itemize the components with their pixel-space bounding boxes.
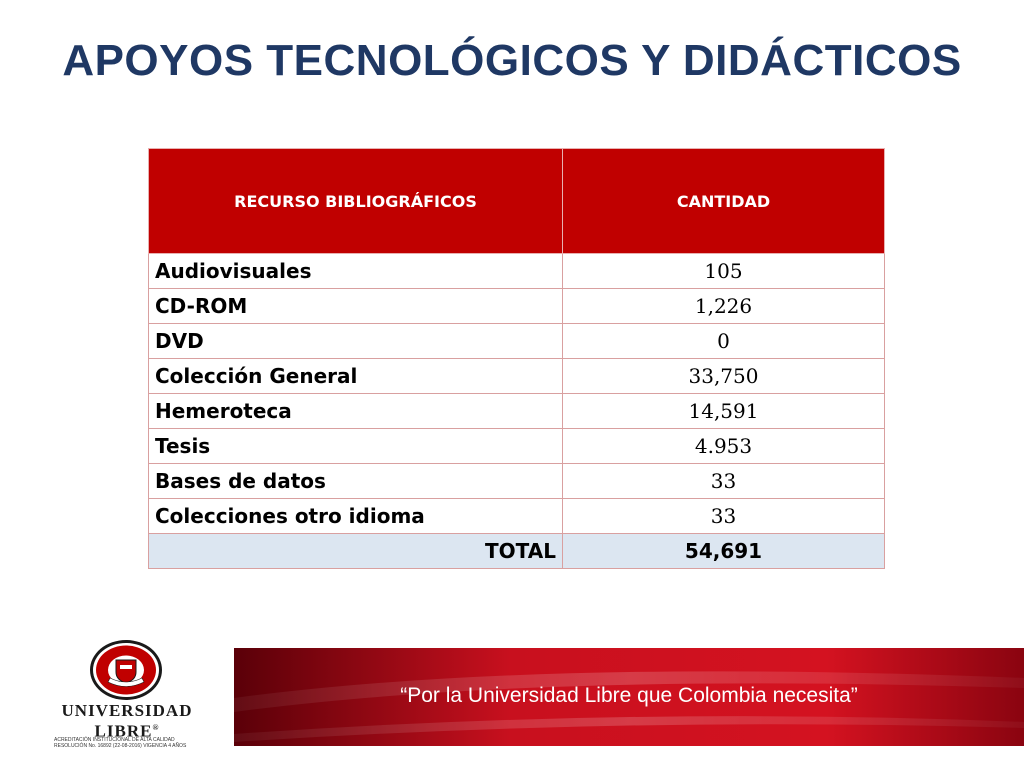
footer-banner	[234, 648, 1024, 746]
row-quantity: 4.953	[563, 429, 885, 464]
university-logo	[52, 638, 202, 750]
logo-fine-line2: RESOLUCIÓN No. 16892 (22-08-2016) VIGENCIA 4 AÑOS	[54, 743, 187, 749]
row-quantity: 33,750	[563, 359, 885, 394]
row-quantity: 14,591	[563, 394, 885, 429]
table-row	[149, 394, 885, 429]
row-name: Tesis	[149, 429, 563, 464]
total-quantity: 54,691	[563, 534, 885, 569]
row-name: Hemeroteca	[149, 394, 563, 429]
row-name: Colección General	[149, 359, 563, 394]
total-label: TOTAL	[149, 534, 563, 569]
table-row	[149, 464, 885, 499]
university-seal-icon	[88, 638, 164, 702]
logo-registered: ®	[152, 723, 160, 732]
table-header-row	[149, 149, 885, 254]
banner-slogan: “Por la Universidad Libre que Colombia necesita”	[400, 684, 858, 707]
row-quantity: 1,226	[563, 289, 885, 324]
row-name: Colecciones otro idioma	[149, 499, 563, 534]
table-row	[149, 359, 885, 394]
table-row	[149, 289, 885, 324]
header-quantity: CANTIDAD	[563, 149, 885, 254]
logo-name	[52, 702, 202, 740]
table-row	[149, 429, 885, 464]
table-row	[149, 254, 885, 289]
total-row	[149, 534, 885, 569]
logo-name-line2-text: LIBRE	[94, 721, 153, 741]
logo-fine-line1: ACREDITACIÓN INSTITUCIONAL DE ALTA CALIDAD	[54, 737, 175, 743]
row-name: Audiovisuales	[149, 254, 563, 289]
row-quantity: 33	[563, 464, 885, 499]
table-row	[149, 499, 885, 534]
row-name: CD-ROM	[149, 289, 563, 324]
header-resource: RECURSO BIBLIOGRÁFICOS	[149, 149, 563, 254]
row-name: DVD	[149, 324, 563, 359]
row-quantity: 0	[563, 324, 885, 359]
row-quantity: 33	[563, 499, 885, 534]
row-quantity: 105	[563, 254, 885, 289]
table-row	[149, 324, 885, 359]
logo-accreditation	[52, 737, 204, 749]
resources-table	[148, 148, 885, 569]
slide-title: APOYOS TECNOLÓGICOS Y DIDÁCTICOS	[62, 36, 962, 85]
row-name: Bases de datos	[149, 464, 563, 499]
logo-name-line1: UNIVERSIDAD	[61, 701, 193, 720]
